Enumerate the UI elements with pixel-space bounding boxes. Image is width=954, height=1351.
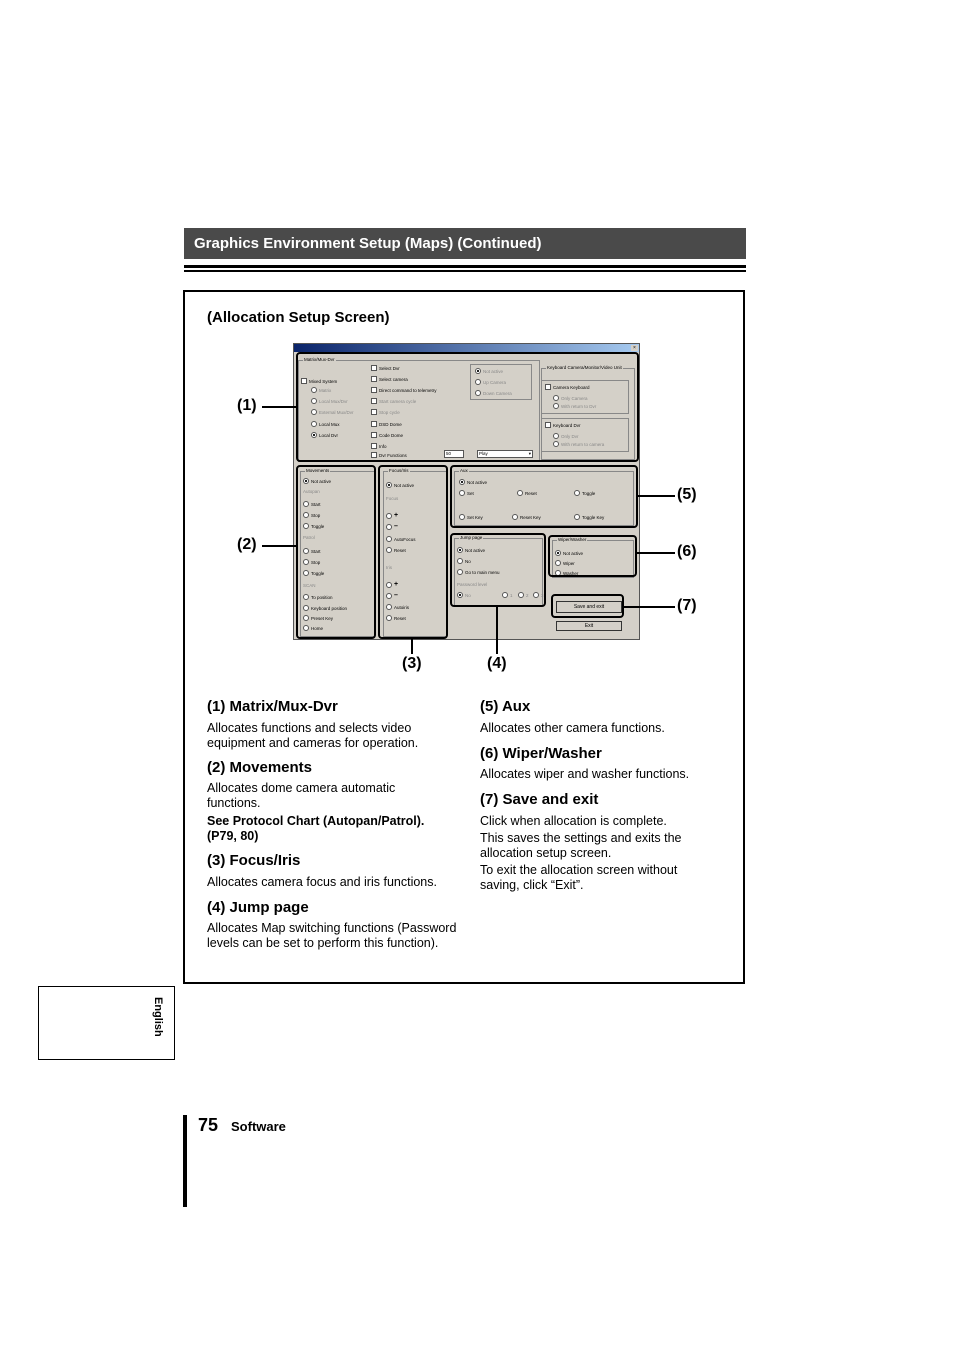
focus-label: Focus <box>386 496 399 501</box>
aux-toggle-key-radio[interactable]: Toggle Key <box>574 514 604 520</box>
camera-keyboard-checkbox[interactable]: Camera Keyboard <box>545 384 590 390</box>
desc-3-title: (3) Focus/Iris <box>207 852 301 869</box>
callout-6: (6) <box>677 543 697 560</box>
leader-line-4 <box>496 607 498 654</box>
go-to-main-menu-radio[interactable]: Go to main menu <box>457 569 500 575</box>
header-rule-thick <box>184 265 746 268</box>
highlight-5 <box>450 465 638 528</box>
aux-not-active-radio[interactable]: Not active <box>459 479 487 485</box>
focus-plus-radio[interactable]: + <box>386 512 398 519</box>
callout-5: (5) <box>677 486 697 503</box>
autopan-label: Autopan <box>303 489 320 494</box>
highlight-3 <box>378 465 448 639</box>
group-label: Focus/Iris <box>389 468 409 473</box>
exit-button[interactable]: Exit <box>556 621 622 631</box>
password-no-radio[interactable]: No <box>457 592 471 598</box>
group-label: Aux <box>460 468 468 473</box>
scan-label: SCAN <box>303 583 316 588</box>
local-dvr-radio[interactable]: Local Dvr <box>311 432 338 438</box>
code-dome-checkbox[interactable]: Code Dome <box>371 432 403 438</box>
callout-2: (2) <box>237 536 257 553</box>
patrol-stop-radio[interactable]: Stop <box>303 559 320 565</box>
desc-1-text: Allocates functions and selects video equipment and cameras for operation. <box>207 721 419 750</box>
aux-reset-key-radio[interactable]: Reset Key <box>512 514 541 520</box>
callout-7: (7) <box>677 597 697 614</box>
group-label: Wiper/Washer <box>558 537 587 542</box>
password-level-label: Password level <box>457 582 488 587</box>
scan-keyboard-position-radio[interactable]: Keyboard position <box>303 605 347 611</box>
desc-2-note: See Protocol Chart (Autopan/Patrol). (P79, 80) <box>207 814 425 843</box>
stop-cycle-checkbox[interactable]: Stop cycle <box>371 409 400 415</box>
patrol-label: Patrol <box>303 535 315 540</box>
highlight-4 <box>450 533 546 607</box>
focus-minus-radio[interactable]: – <box>386 523 398 530</box>
highlight-7 <box>551 594 624 618</box>
section-header: Graphics Environment Setup (Maps) (Continued) <box>184 228 746 259</box>
page-number: 75 <box>198 1115 219 1135</box>
callout-4: (4) <box>487 655 507 672</box>
desc-4-text: Allocates Map switching functions (Password levels can be set to perform this function). <box>207 921 457 950</box>
autopan-stop-radio[interactable]: Stop <box>303 512 320 518</box>
only-dvr-radio[interactable]: Only Dvr <box>553 433 579 439</box>
leader-line-6 <box>637 552 675 554</box>
wiper-not-active-radio[interactable]: Not active <box>555 550 583 556</box>
desc-3-text: Allocates camera focus and iris functions. <box>207 875 437 889</box>
scan-home-radio[interactable]: Home <box>303 625 323 631</box>
desc-5-text: Allocates other camera functions. <box>480 721 665 735</box>
footer-label: Software <box>231 1119 286 1134</box>
iris-plus-radio[interactable]: + <box>386 581 398 588</box>
leader-line-3 <box>411 639 413 654</box>
movements-not-active-radio[interactable]: Not active <box>303 478 331 484</box>
iris-minus-radio[interactable]: – <box>386 592 398 599</box>
dvr-functions-checkbox[interactable]: Dvr Functions <box>371 452 407 458</box>
aux-reset-radio[interactable]: Reset <box>517 490 537 496</box>
info-checkbox[interactable]: Info <box>371 443 387 449</box>
only-camera-radio[interactable]: Only Camera <box>553 395 588 401</box>
autopan-toggle-radio[interactable]: Toggle <box>303 523 324 529</box>
leader-line-5 <box>638 495 675 497</box>
title-bar <box>294 344 639 352</box>
washer-radio[interactable]: Washer <box>555 570 578 576</box>
desc-1-title: (1) Matrix/Mux-Dvr <box>207 698 338 715</box>
desc-5-title: (5) Aux <box>480 698 531 715</box>
footer-bar <box>183 1115 187 1207</box>
value-field[interactable]: 50 <box>444 450 464 458</box>
desc-6-title: (6) Wiper/Washer <box>480 745 602 762</box>
scan-preset-key-radio[interactable]: Preset Key <box>303 615 333 621</box>
direct-command-checkbox[interactable]: Direct command to telemetry <box>371 387 437 393</box>
autoiris-radio[interactable]: Autoiris <box>386 604 409 610</box>
return-to-camera-radio[interactable]: With return to camera <box>553 441 604 447</box>
desc-2-text: Allocates dome camera automatic functions. <box>207 781 396 810</box>
password-1-radio[interactable]: 1 <box>502 592 513 598</box>
mixed-system-checkbox[interactable]: Mixed System <box>301 378 337 384</box>
up-camera-radio[interactable]: Up Camera <box>475 379 506 385</box>
aux-set-radio[interactable]: Set <box>459 490 474 496</box>
select-dvr-checkbox[interactable]: Select Dvr <box>371 365 400 371</box>
desc-4-title: (4) Jump page <box>207 899 309 916</box>
desc-2-title: (2) Movements <box>207 759 313 776</box>
group-label: Keyboard Camera/Monitor/Video Unit <box>547 365 622 370</box>
leader-line-7 <box>624 606 675 608</box>
aux-toggle-radio[interactable]: Toggle <box>574 490 595 496</box>
patrol-start-radio[interactable]: Start <box>303 548 321 554</box>
screen-title: (Allocation Setup Screen) <box>207 309 390 326</box>
jump-not-active-radio[interactable]: Not active <box>457 547 485 553</box>
password-2-radio[interactable]: 2 <box>518 592 529 598</box>
down-camera-radio[interactable]: Down Camera <box>475 390 512 396</box>
callout-3: (3) <box>402 655 422 672</box>
patrol-toggle-radio[interactable]: Toggle <box>303 570 324 576</box>
aux-set-key-radio[interactable]: Set Key <box>459 514 483 520</box>
language-tab <box>38 986 175 1060</box>
highlight-2 <box>296 465 376 639</box>
return-to-dvr-radio[interactable]: With return to Dvr <box>553 403 596 409</box>
focus-reset-radio[interactable]: Reset <box>386 547 406 553</box>
highlight-6 <box>548 535 637 577</box>
password-3-radio[interactable]: 3 <box>533 592 544 598</box>
iris-label: Iris <box>386 565 392 570</box>
language-label: English <box>152 997 164 1037</box>
leader-line-1 <box>262 406 296 408</box>
local-mux-dvr-radio[interactable]: Local Mux/Dvr <box>311 398 348 404</box>
start-cycle-checkbox[interactable]: Start camera cycle <box>371 398 416 404</box>
select-camera-checkbox[interactable]: Select camera <box>371 376 408 382</box>
matrix-radio[interactable]: Matrix <box>311 387 331 393</box>
group-label: Jump page <box>460 535 483 540</box>
dsd-dome-checkbox[interactable]: DSD Dome <box>371 421 402 427</box>
scan-to-position-radio[interactable]: To position <box>303 594 333 600</box>
desc-7-title: (7) Save and exit <box>480 791 599 808</box>
group-label: Movements <box>306 468 330 473</box>
desc-6-text: Allocates wiper and washer functions. <box>480 767 690 781</box>
keyboard-dvr-checkbox[interactable]: Keyboard Dvr <box>545 422 581 428</box>
desc-7-text-3: To exit the allocation screen without saving, click “Exit”. <box>480 863 678 892</box>
focus-not-active-radio[interactable]: Not active <box>386 482 414 488</box>
autopan-start-radio[interactable]: Start <box>303 501 321 507</box>
highlight-1 <box>296 352 639 462</box>
iris-reset-radio[interactable]: Reset <box>386 615 406 621</box>
function-dropdown[interactable]: Play ▾ <box>479 451 531 456</box>
desc-7-text-1: Click when allocation is complete. <box>480 814 667 828</box>
group-label: Matrix/Mux-Dvr <box>304 357 335 362</box>
close-icon[interactable]: × <box>631 345 638 351</box>
local-mux-radio[interactable]: Local Mux <box>311 421 340 427</box>
callout-1: (1) <box>237 397 257 414</box>
jump-no-radio[interactable]: No <box>457 558 471 564</box>
desc-7-text-2: This saves the settings and exits the allocation setup screen. <box>480 831 682 860</box>
autofocus-radio[interactable]: AutoFocus <box>386 536 416 542</box>
save-and-exit-button[interactable]: Save and exit <box>556 601 622 613</box>
dir-not-active-radio[interactable]: Not active <box>475 368 503 374</box>
leader-line-2 <box>262 545 296 547</box>
header-rule-thin <box>184 270 746 272</box>
chevron-down-icon: ▾ <box>528 451 531 456</box>
external-mux-dvr-radio[interactable]: External Mux/Dvr <box>311 409 354 415</box>
wiper-radio[interactable]: Wiper <box>555 560 575 566</box>
